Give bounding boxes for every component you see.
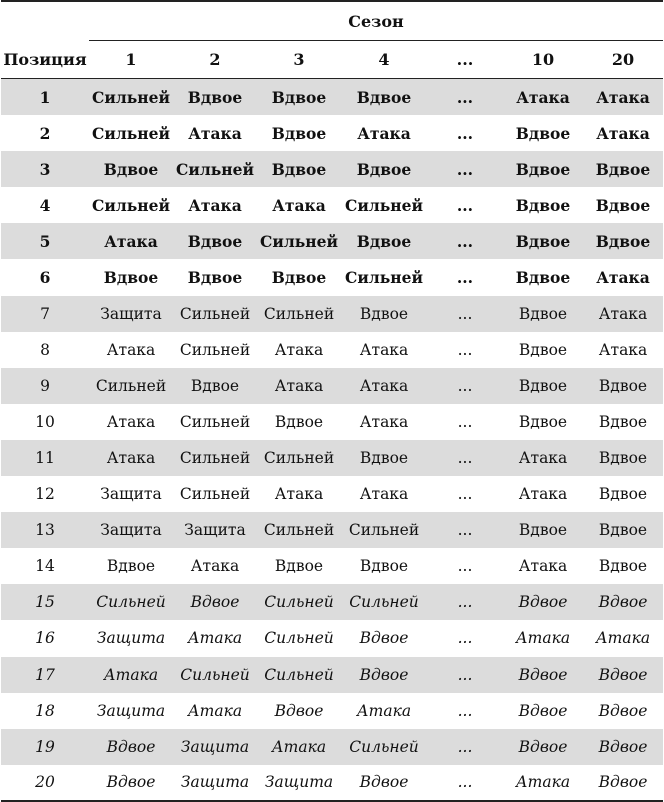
position-cell: 3 [1,151,89,187]
strategy-cell: Атака [341,368,427,404]
strategy-cell: Сильней [92,123,170,143]
strategy-cell: Вдвое [583,512,663,548]
strategy-cell: ... [427,296,503,332]
strategy-cell: Вдвое [341,657,427,693]
table-row [1,115,663,151]
strategy-cell: Вдвое [583,657,663,693]
strategy-cell: ... [457,557,473,576]
table-row [1,693,663,729]
strategy-cell: Вдвое [503,729,583,765]
strategy-cell: Вдвое [583,223,663,259]
strategy-cell: Атака [359,412,409,431]
table-row [1,620,663,656]
strategy-cell: Атака [359,340,409,359]
strategy-cell: ... [427,151,503,187]
season-col-header: 2 [209,50,221,69]
position-cell: 20 [35,773,55,792]
strategy-cell: Атака [188,195,242,215]
strategy-cell: Защита [173,729,257,765]
strategy-cell: Вдвое [583,440,663,476]
season-col-header: 4 [378,50,390,69]
strategy-cell: Атака [583,296,663,332]
strategy-cell: Вдвое [583,368,663,404]
season-col-header: 3 [293,50,305,69]
position-cell: 1 [1,79,89,115]
table-row [1,512,663,548]
table-row [1,729,663,765]
strategy-cell: ... [456,123,474,143]
strategy-cell: Сильней [257,584,341,620]
table-row [1,332,663,368]
strategy-cell: ... [427,512,503,548]
strategy-cell: ... [427,657,503,693]
strategy-cell: Сильней [341,729,427,765]
strategy-cell: Вдвое [598,773,648,792]
strategy-cell: Атака [595,629,651,648]
strategy-cell: Вдвое [503,657,583,693]
table-row [1,476,663,512]
strategy-cell: Вдвое [257,151,341,187]
strategy-cell: Вдвое [515,195,571,215]
strategy-cell: Вдвое [518,412,568,431]
strategy-cell: Сильней [257,223,341,259]
strategy-cell: Защита [264,773,334,792]
season-header: Сезон [89,2,663,41]
strategy-cell: Атака [515,629,571,648]
strategy-cell: Сильней [341,512,427,548]
strategy-cell: ... [456,195,474,215]
strategy-cell: Вдвое [359,629,409,648]
strategy-cell: Сильней [173,296,257,332]
table-row [1,404,663,440]
strategy-cell: Атака [596,268,650,288]
strategy-cell: Вдвое [89,151,173,187]
strategy-cell: Сильней [341,584,427,620]
strategy-cell: Сильней [173,657,257,693]
table-row [1,296,663,332]
strategy-cell: Атака [89,223,173,259]
strategy-cell: ... [427,729,503,765]
strategy-cell: Сильней [89,79,173,115]
table-row [1,187,663,223]
strategy-cell: Вдвое [341,151,427,187]
strategy-cell: Атака [272,195,326,215]
strategy-cell: Атака [503,79,583,115]
strategy-cell: Вдвое [274,557,324,576]
strategy-cell: ... [457,412,473,431]
position-cell: 16 [35,629,55,648]
position-cell: 17 [1,657,89,693]
position-header: Позиция [3,49,87,69]
strategy-cell: Защита [180,773,250,792]
strategy-cell: Сильней [257,440,341,476]
position-cell: 8 [40,340,50,359]
strategy-cell: Сильней [173,440,257,476]
strategy-cell: Вдвое [103,268,159,288]
position-cell: 11 [1,440,89,476]
strategy-cell: ... [427,584,503,620]
strategy-cell: Атака [274,340,324,359]
strategy-cell: Вдвое [173,79,257,115]
table-body [1,79,663,801]
strategy-cell: Сильней [179,485,251,504]
strategy-cell: Вдвое [257,79,341,115]
strategy-cell: Атака [598,340,648,359]
strategy-cell: ... [456,268,474,288]
strategy-cell: Вдвое [106,773,156,792]
strategy-cell: Вдвое [598,485,648,504]
position-cell: 9 [1,368,89,404]
strategy-cell: Сильней [173,151,257,187]
strategy-cell: Вдвое [274,701,324,720]
strategy-cell: Сильней [345,268,423,288]
table-row [1,657,663,693]
strategy-cell: Вдвое [503,296,583,332]
strategy-cell: Вдвое [274,412,324,431]
strategy-cell: Вдвое [503,512,583,548]
strategy-cell: Защита [89,512,173,548]
strategy-table [1,0,663,802]
strategy-cell: Сильней [257,657,341,693]
strategy-cell: Вдвое [515,268,571,288]
position-cell: 4 [39,195,51,215]
strategy-cell: Сильней [179,340,251,359]
position-cell: 2 [39,123,51,143]
strategy-cell: Вдвое [503,584,583,620]
strategy-cell: Вдвое [341,296,427,332]
strategy-cell: Атака [274,485,324,504]
position-cell: 12 [35,485,55,504]
strategy-cell: Атака [188,123,242,143]
strategy-cell: Вдвое [341,223,427,259]
strategy-cell: Атака [518,557,568,576]
header-row-season [1,2,663,41]
strategy-cell: Атака [190,557,240,576]
strategy-cell: Вдвое [518,340,568,359]
strategy-cell: Сильней [257,512,341,548]
position-cell: 18 [35,701,55,720]
strategy-cell: Вдвое [271,268,327,288]
strategy-cell: Вдвое [503,151,583,187]
strategy-cell: Вдвое [598,557,648,576]
strategy-cell: Сильней [257,296,341,332]
table-row [1,223,663,259]
position-cell: 14 [35,557,55,576]
strategy-cell: ... [457,485,473,504]
strategy-cell: Вдвое [173,368,257,404]
strategy-cell: Вдвое [187,268,243,288]
strategy-cell: Атака [359,485,409,504]
strategy-cell: Атака [356,701,412,720]
strategy-cell: Защита [96,701,166,720]
strategy-cell: Вдвое [583,729,663,765]
strategy-cell: Атака [596,123,650,143]
table-row [1,584,663,620]
strategy-cell: Вдвое [359,773,409,792]
season-col-header: 10 [531,50,555,69]
strategy-cell: Атака [89,440,173,476]
position-cell: 19 [1,729,89,765]
strategy-cell: Сильней [264,629,334,648]
strategy-cell: Вдвое [106,557,156,576]
strategy-cell: ... [457,773,473,792]
strategy-cell: Защита [89,296,173,332]
strategy-cell: Вдвое [503,368,583,404]
strategy-cell: Атака [187,629,243,648]
strategy-cell: Атака [89,657,173,693]
strategy-cell: Атака [187,701,243,720]
strategy-cell: Вдвое [515,123,571,143]
position-cell: 13 [1,512,89,548]
header-blank [1,2,89,41]
strategy-cell: Сильней [345,195,423,215]
strategy-cell: ... [427,440,503,476]
strategy-cell: Атака [257,729,341,765]
strategy-cell: ... [427,79,503,115]
strategy-cell: Вдвое [173,223,257,259]
table-row [1,151,663,187]
strategy-cell: Атака [357,123,411,143]
strategy-cell: Атака [106,340,156,359]
strategy-cell: Сильней [179,412,251,431]
strategy-cell: Сильней [89,584,173,620]
strategy-cell: Атака [257,368,341,404]
strategy-cell: Сильней [92,195,170,215]
strategy-cell: ... [457,629,473,648]
strategy-cell: Атака [583,79,663,115]
strategy-cell: ... [427,368,503,404]
strategy-cell: Вдвое [598,412,648,431]
header-row-columns [1,41,663,79]
strategy-cell: Вдвое [359,557,409,576]
strategy-cell: Вдвое [503,223,583,259]
strategy-cell: Вдвое [583,584,663,620]
table-row [1,259,663,295]
strategy-cell: Атака [503,440,583,476]
strategy-cell: Вдвое [595,195,651,215]
strategy-cell: Вдвое [341,440,427,476]
table-row [1,765,663,801]
position-cell: 7 [1,296,89,332]
strategy-cell: Атака [106,412,156,431]
strategy-cell: Вдвое [341,79,427,115]
strategy-cell: ... [457,701,473,720]
position-cell: 15 [1,584,89,620]
strategy-cell: Вдвое [598,701,648,720]
strategy-cell: Атака [518,485,568,504]
season-col-header: ... [456,50,474,69]
table-row [1,79,663,115]
table-row [1,548,663,584]
strategy-cell: Защита [100,485,162,504]
position-cell: 6 [39,268,51,288]
strategy-cell: ... [457,340,473,359]
strategy-cell: ... [427,223,503,259]
strategy-cell: Вдвое [173,584,257,620]
strategy-cell: Вдвое [271,123,327,143]
position-cell: 10 [35,412,55,431]
strategy-cell: Вдвое [583,151,663,187]
strategy-cell: Защита [173,512,257,548]
strategy-cell: Вдвое [518,701,568,720]
strategy-cell: Сильней [89,368,173,404]
position-cell: 5 [1,223,89,259]
strategy-cell: Атака [515,773,571,792]
table-row [1,440,663,476]
season-col-header: 20 [611,50,635,69]
strategy-cell: Вдвое [89,729,173,765]
strategy-cell: Защита [96,629,166,648]
table-row [1,368,663,404]
season-col-header: 1 [125,50,137,69]
